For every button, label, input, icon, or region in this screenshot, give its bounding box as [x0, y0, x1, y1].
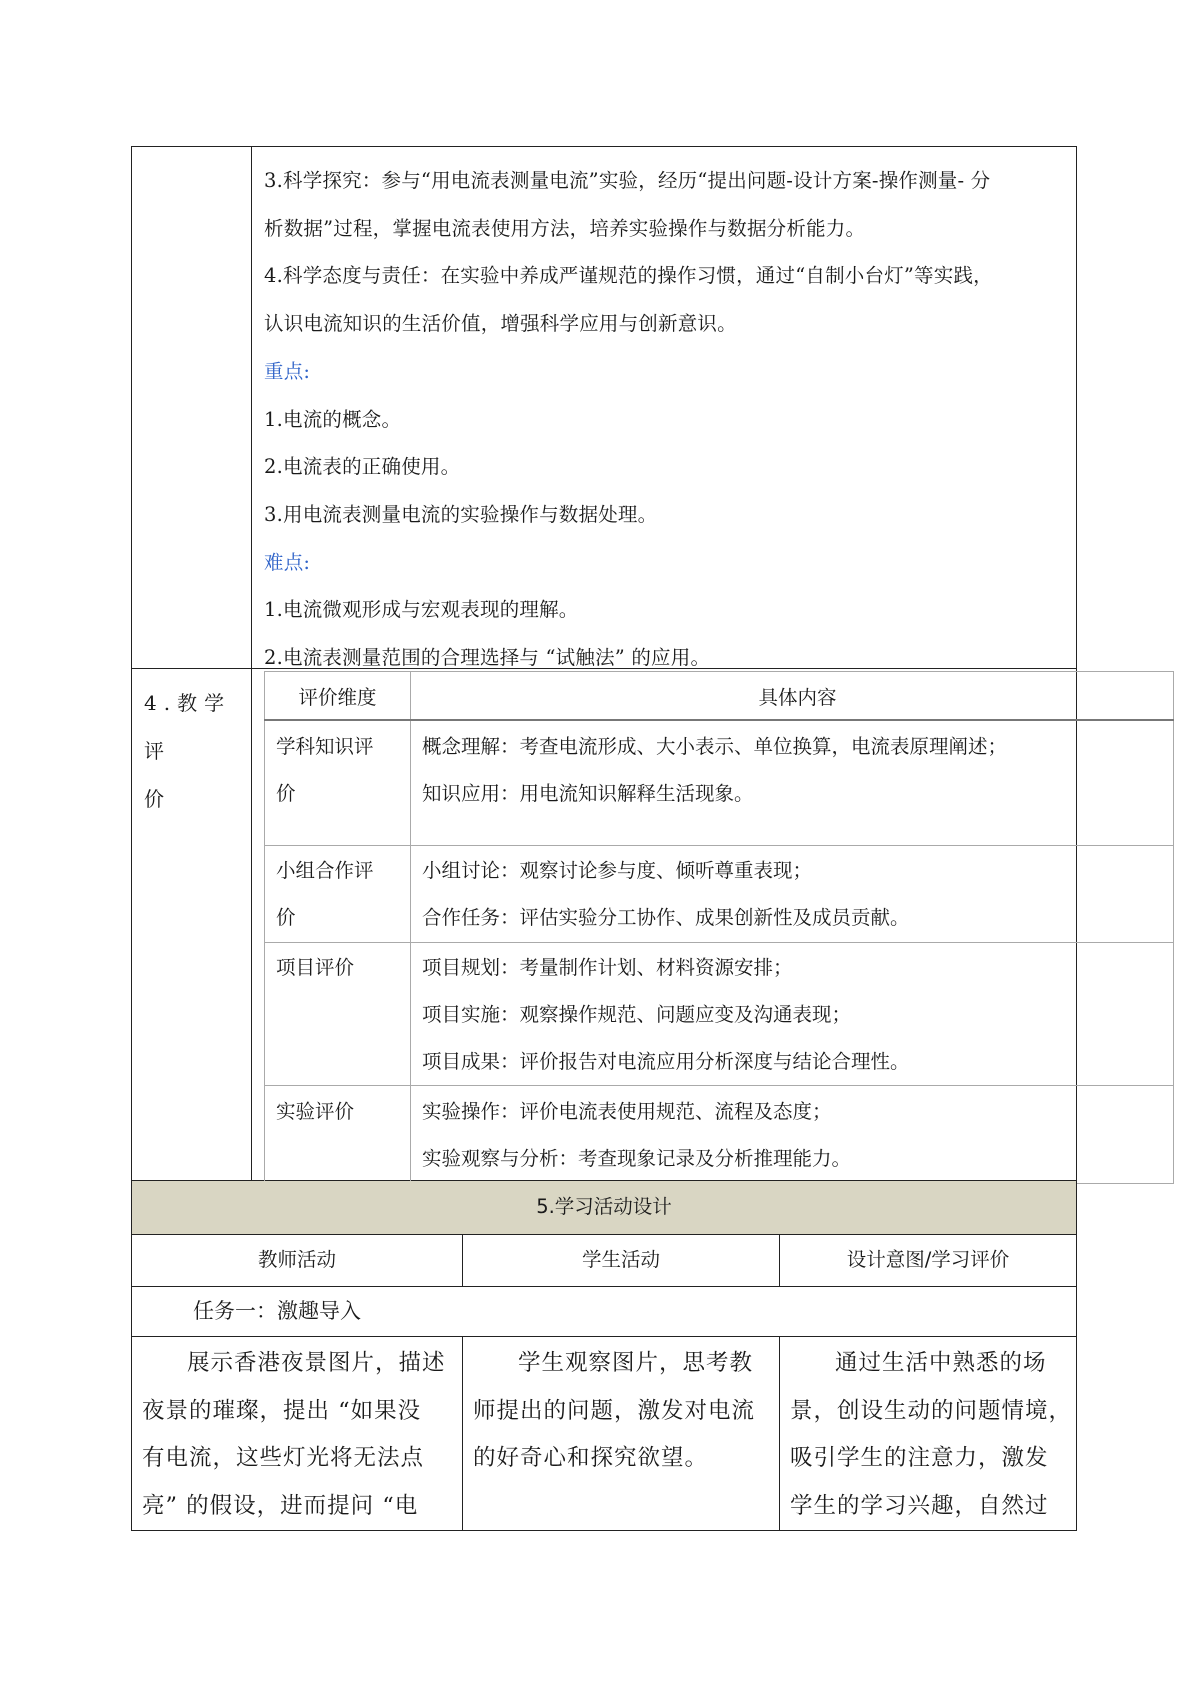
student-activity-cell	[463, 1337, 780, 1530]
content-text: 知识应用：用电流知识解释生活现象。	[422, 782, 754, 805]
teacher-activity-line: 亮” 的假设，进而提问 “电	[142, 1492, 419, 1519]
evaluation-row	[265, 943, 1174, 1086]
evaluation-label	[132, 669, 252, 1180]
content-text: 项目成果：评价报告对电流应用分析深度与结论合理性。	[422, 1050, 910, 1073]
difficulty-item: 2.电流表测量范围的合理选择与 “试触法” 的应用。	[264, 646, 711, 670]
dimension-cell	[265, 720, 411, 846]
dimension-text: 项目评价	[276, 956, 355, 979]
student-activity-line: 的好奇心和探究欲望。	[473, 1445, 709, 1471]
design-intent-line: 景，创设生动的问题情境，	[790, 1397, 1073, 1424]
content-text: 项目规划：考量制作计划、材料资源安排；	[422, 956, 793, 979]
objective-line: 认识电流知识的生活价值，增强科学应用与创新意识。	[264, 312, 737, 336]
dimension-text: 小组合作评	[276, 859, 374, 882]
dimension-text: 价	[276, 906, 296, 929]
dimension-cell	[265, 1086, 411, 1184]
key-point-item: 3.用电流表测量电流的实验操作与数据处理。	[264, 502, 658, 526]
content-cell	[411, 943, 1174, 1086]
dimension-cell	[265, 846, 411, 943]
teacher-activity-cell	[132, 1337, 463, 1530]
dimension-text: 价	[276, 782, 296, 805]
key-point-item: 2.电流表的正确使用。	[264, 455, 461, 479]
evaluation-header-row	[265, 672, 1174, 721]
content-text: 项目实施：观察操作规范、问题应变及沟通表现；	[422, 1003, 852, 1026]
activity-section-title: 5.学习活动设计	[131, 1181, 1077, 1235]
content-cell	[411, 1086, 1174, 1184]
task-body-row	[131, 1337, 1077, 1531]
evaluation-row	[265, 1086, 1174, 1184]
student-activity-line: 师提出的问题，激发对电流	[473, 1397, 756, 1424]
content-text: 实验操作：评价电流表使用规范、流程及态度；	[422, 1100, 832, 1123]
student-activity-line: 学生观察图片，思考教	[518, 1350, 754, 1376]
column-header-student: 学生活动	[463, 1235, 780, 1286]
objectives-section	[131, 146, 1077, 669]
objective-line: 4.科学态度与责任：在实验中养成严谨规范的操作习惯，通过“自制小台灯”等实践，	[264, 264, 993, 288]
column-header-teacher: 教师活动	[132, 1235, 463, 1286]
content-text: 合作任务：评估实验分工协作、成果创新性及成员贡献。	[422, 906, 910, 929]
design-intent-line: 吸引学生的注意力，激发	[790, 1445, 1049, 1471]
evaluation-row	[265, 846, 1174, 943]
evaluation-label-line: 4.教学评	[144, 691, 232, 763]
teacher-activity-line: 有电流，这些灯光将无法点	[142, 1445, 425, 1471]
key-points-heading: 重点:	[264, 359, 311, 383]
header-dimension: 评价维度	[265, 672, 411, 721]
dimension-text: 学科知识评	[276, 735, 374, 758]
content-text: 实验观察与分析：考查现象记录及分析推理能力。	[422, 1147, 852, 1170]
difficulty-item: 1.电流微观形成与宏观表现的理解。	[264, 598, 579, 622]
design-intent-line: 通过生活中熟悉的场	[835, 1350, 1047, 1376]
dimension-cell	[265, 943, 411, 1086]
objective-line: 3.科学探究：参与“用电流表测量电流”实验，经历“提出问题-设计方案-操作测量- 分	[264, 169, 991, 192]
design-intent-cell	[780, 1337, 1076, 1530]
evaluation-section	[131, 669, 1077, 1181]
evaluation-label-line: 价	[144, 787, 171, 811]
key-point-item: 1.电流的概念。	[264, 407, 402, 431]
dimension-text: 实验评价	[276, 1100, 355, 1123]
content-cell	[411, 720, 1174, 846]
design-intent-line: 学生的学习兴趣，自然过	[790, 1492, 1049, 1519]
objective-line: 析数据”过程，掌握电流表使用方法，培养实验操作与数据分析能力。	[264, 216, 866, 240]
objectives-label-cell	[132, 147, 252, 668]
content-cell	[411, 846, 1174, 943]
content-text: 小组讨论：观察讨论参与度、倾听尊重表现；	[422, 859, 813, 882]
content-text: 概念理解：考查电流形成、大小表示、单位换算，电流表原理阐述；	[422, 735, 1008, 758]
difficulties-heading: 难点:	[264, 550, 311, 574]
teacher-activity-line: 展示香港夜景图片，描述	[187, 1350, 446, 1376]
objectives-content-cell	[252, 147, 1076, 668]
column-header-intent: 设计意图/学习评价	[846, 1248, 1010, 1271]
evaluation-table	[264, 671, 1174, 1184]
teacher-activity-line: 夜景的璀璨，提出 “如果没	[142, 1397, 422, 1424]
activity-column-headers	[131, 1235, 1077, 1287]
evaluation-row	[265, 720, 1174, 846]
task-title: 任务一：激趣导入	[131, 1287, 1077, 1337]
header-content: 具体内容	[411, 672, 1174, 721]
